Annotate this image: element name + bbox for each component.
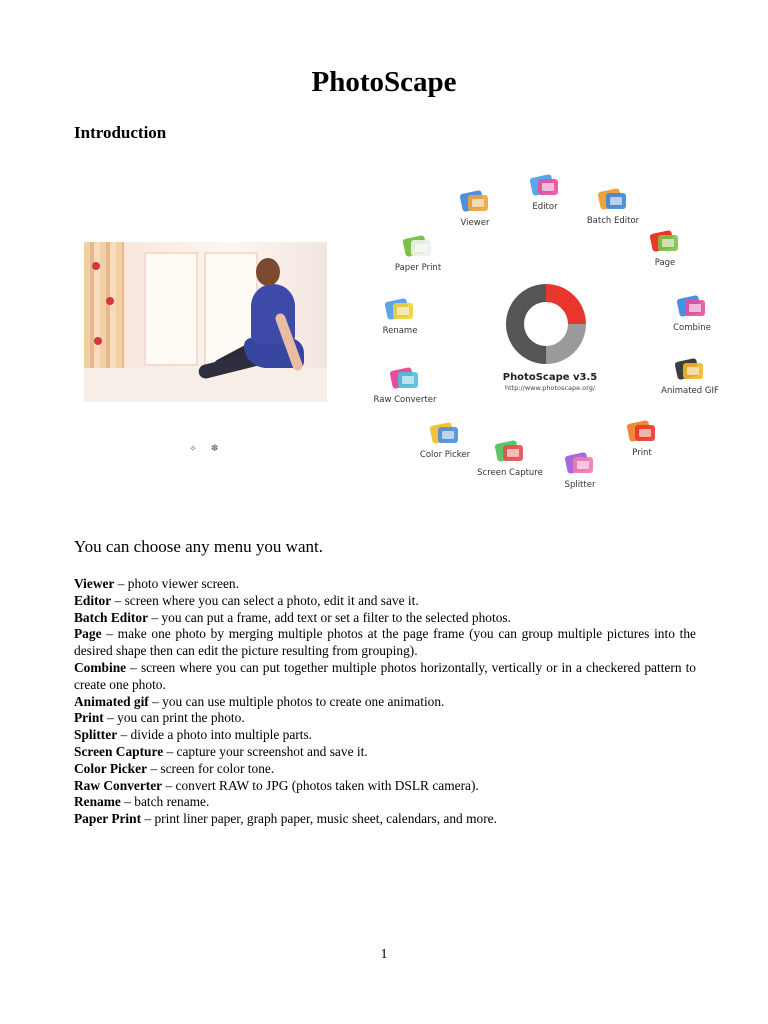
feature-description: you can use multiple photos to create one animation. [162, 693, 445, 709]
feature-item: Paper Print – print liner paper, graph paper, music sheet, calendars, and more. [74, 811, 497, 827]
feature-description: divide a photo into multiple parts. [130, 727, 313, 743]
launcher-item-label: Combine [673, 323, 711, 333]
launcher-item [573, 184, 653, 226]
curtain-flower [106, 297, 114, 305]
woman-photo [84, 242, 327, 402]
feature-name: Batch Editor [74, 609, 149, 625]
feature-name: Viewer [74, 576, 115, 591]
feature-name: Print [74, 710, 104, 726]
decorative-marks: ⟡ ✽ [190, 444, 225, 454]
curtain-flower [92, 262, 100, 270]
feature-name: Splitter [74, 727, 118, 743]
feature-list [74, 576, 696, 828]
feature-item: Combine – screen where you can put together multiple photos horizontally, vertically or in a checkered pattern to create one photo. [74, 659, 697, 692]
rename-icon [360, 294, 440, 324]
viewer-icon [435, 186, 515, 216]
photoscape-launcher [370, 168, 730, 498]
page-number: 1 [380, 947, 388, 962]
feature-name: Combine [74, 659, 127, 675]
feature-item: Splitter – divide a photo into multiple parts. [74, 727, 313, 743]
feature-item: Print – you can print the photo. [74, 710, 245, 726]
feature-item: Batch Editor – you can put a frame, add text or set a filter to the selected photos. [74, 609, 511, 625]
feature-item: Color Picker – screen for color tone. [74, 760, 275, 776]
launcher-item [360, 294, 440, 336]
combine-icon [652, 291, 732, 321]
section-heading: Introduction [74, 123, 167, 142]
launcher-item-label: Screen Capture [477, 468, 543, 478]
feature-description: you can print the photo. [117, 710, 245, 726]
feature-item: Rename – batch rename. [74, 794, 210, 810]
launcher-item-label: Batch Editor [586, 216, 640, 226]
feature-description: you can put a frame, add text or set a filter to the selected photos. [161, 609, 511, 625]
feature-name: Paper Print [74, 811, 142, 827]
feature-description: screen where you can select a photo, edit it and save it. [124, 592, 419, 608]
logo-name: PhotoScape v3.5 [502, 372, 598, 383]
feature-item: Page – make one photo by merging multiple photos at the page frame (you can group multiple pictures into the desired shape then can edit the picture resulting from grouping). [74, 626, 696, 659]
logo-url: http://www.photoscape.org/ [504, 384, 596, 392]
feature-item: Animated gif – you can use multiple photos to create one animation. [74, 693, 445, 709]
feature-name: Editor [74, 592, 112, 608]
raw-converter-icon [365, 363, 445, 393]
launcher-item-label: Paper Print [394, 263, 442, 273]
feature-name: Page [74, 626, 102, 642]
feature-description: photo viewer screen. [127, 576, 239, 591]
feature-name: Animated gif [74, 693, 149, 709]
curtain-flower [94, 337, 102, 345]
window-pane [144, 252, 198, 366]
launcher-item [652, 291, 732, 333]
launcher-item [625, 226, 705, 268]
feature-description: screen for color tone. [160, 760, 275, 776]
page-icon [625, 226, 705, 256]
paper-print-icon [378, 231, 458, 261]
launcher-item-label: Raw Converter [373, 395, 437, 405]
feature-item: Raw Converter – convert RAW to JPG (photos taken with DSLR camera). [74, 777, 479, 793]
launcher-item [540, 448, 620, 490]
photoscape-logo [496, 284, 596, 369]
launcher-item-label: Page [654, 258, 676, 268]
feature-name: Screen Capture [74, 743, 164, 759]
feature-description: print liner paper, graph paper, music sheet, calendars, and more. [154, 811, 497, 827]
lead-text: You can choose any menu you want. [74, 537, 323, 556]
print-icon [602, 416, 682, 446]
feature-description: capture your screenshot and save it. [176, 743, 368, 759]
launcher-item [405, 418, 485, 460]
feature-description: batch rename. [134, 794, 210, 810]
splitter-icon [540, 448, 620, 478]
figure-head [256, 258, 280, 286]
launcher-item [365, 363, 445, 405]
batch-editor-icon [573, 184, 653, 214]
color-picker-icon [405, 418, 485, 448]
launcher-item-label: Print [632, 448, 652, 458]
animated-gif-icon [650, 354, 730, 384]
feature-name: Raw Converter [74, 777, 163, 793]
feature-item: Viewer – photo viewer screen. [74, 576, 239, 591]
feature-name: Rename [74, 794, 121, 810]
feature-item: Editor – screen where you can select a photo, edit it and save it. [74, 592, 419, 608]
feature-description: convert RAW to JPG (photos taken with DSLR camera). [175, 777, 479, 793]
launcher-item-label: Animated GIF [661, 386, 719, 396]
launcher-item [378, 231, 458, 273]
page-title: PhotoScape [311, 66, 457, 98]
feature-name: Color Picker [74, 760, 148, 776]
launcher-item [650, 354, 730, 396]
feature-item: Screen Capture – capture your screenshot and save it. [74, 743, 368, 759]
launcher-item-label: Color Picker [419, 450, 471, 460]
launcher-item-label: Editor [532, 202, 558, 212]
launcher-item-label: Splitter [564, 480, 596, 490]
feature-description: make one photo by merging multiple photos at the page frame (you can group multiple pictures into the desired shape then can edit the picture resulting from grouping). [74, 626, 696, 659]
launcher-item-label: Rename [382, 326, 418, 336]
feature-description: screen where you can put together multiple photos horizontally, vertically or in a checkered pattern to create one photo. [74, 659, 697, 692]
launcher-item-label: Viewer [460, 218, 490, 228]
launcher-item [435, 186, 515, 228]
